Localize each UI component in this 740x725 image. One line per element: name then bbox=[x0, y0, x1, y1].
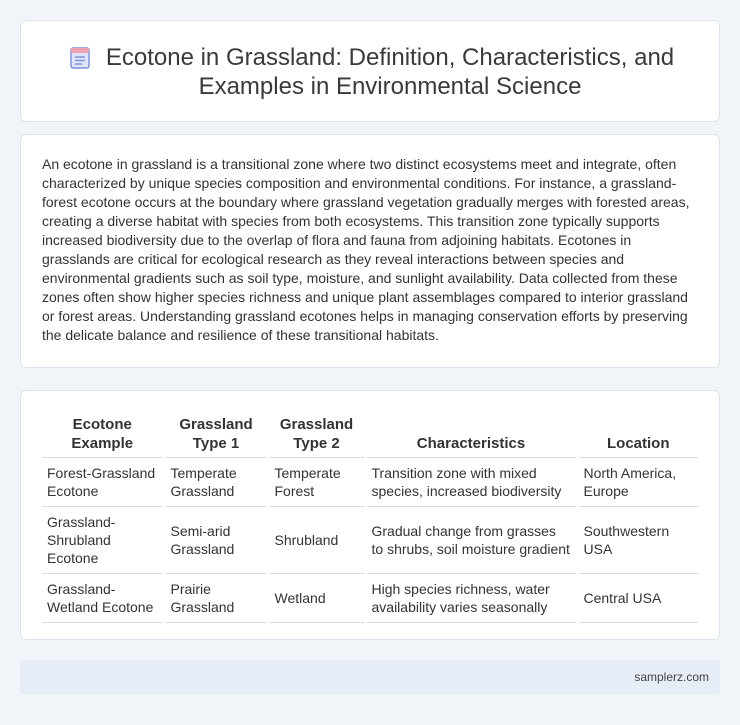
intro-paragraph: An ecotone in grassland is a transitional zone where two distinct ecosystems meet and integrate, often characterized by unique species composition and environmental conditions. For instance, a grassland-forest ecotone occurs at the boundary where grassland vegetation gradually merges with forested areas, creating a diverse habitat with species from both ecosystems. This transition zone typically supports increased biodiversity due to the overlap of flora and fauna from adjoining habitats. Ecotones in grasslands are critical for ecological research as they reveal interactions between species and environmental gradients such as soil type, moisture, and sunlight availability. Data collected from these zones often show higher species richness and unique plant assemblages compared to interior grassland or forest areas. Understanding grassland ecotones helps in managing conservation efforts by preserving the delicate balance and resilience of these transitional habitats. bbox=[42, 156, 690, 343]
header-location: Location bbox=[577, 415, 698, 458]
cell-ecotone-example: Forest-Grassland Ecotone bbox=[42, 458, 164, 507]
cell-grassland-type-1: Temperate Grassland bbox=[164, 458, 268, 507]
page-title: Ecotone in Grassland: Definition, Characteristics, and Examples in Environmental Science bbox=[105, 44, 675, 100]
cell-grassland-type-1: Prairie Grassland bbox=[164, 574, 268, 623]
table-row bbox=[42, 574, 698, 623]
cell-characteristics: High species richness, water availability varies seasonally bbox=[365, 574, 577, 623]
cell-location: Southwestern USA bbox=[577, 507, 698, 574]
header-grassland-type-2: Grassland Type 2 bbox=[268, 415, 365, 458]
cell-location: North America, Europe bbox=[577, 458, 698, 507]
footer bbox=[20, 660, 720, 694]
header-grassland-type-1: Grassland Type 1 bbox=[164, 415, 268, 458]
cell-grassland-type-2: Temperate Forest bbox=[268, 458, 365, 507]
cell-ecotone-example: Grassland-Wetland Ecotone bbox=[42, 574, 164, 623]
cell-grassland-type-2: Shrubland bbox=[268, 507, 365, 574]
table-card bbox=[20, 390, 720, 640]
cell-grassland-type-2: Wetland bbox=[268, 574, 365, 623]
footer-site-link[interactable]: samplerz.com bbox=[634, 670, 709, 684]
header-characteristics: Characteristics bbox=[365, 415, 577, 458]
table-row bbox=[42, 507, 698, 574]
cell-characteristics: Transition zone with mixed species, increased biodiversity bbox=[365, 458, 577, 507]
intro-card bbox=[20, 134, 720, 368]
title-card bbox=[20, 20, 720, 122]
table-header-row bbox=[42, 415, 698, 458]
ecotone-table bbox=[42, 415, 698, 623]
cell-characteristics: Gradual change from grasses to shrubs, soil moisture gradient bbox=[365, 507, 577, 574]
cell-grassland-type-1: Semi-arid Grassland bbox=[164, 507, 268, 574]
cell-ecotone-example: Grassland-Shrubland Ecotone bbox=[42, 507, 164, 574]
cell-location: Central USA bbox=[577, 574, 698, 623]
header-ecotone-example: Ecotone Example bbox=[42, 415, 164, 458]
table-row bbox=[42, 458, 698, 507]
